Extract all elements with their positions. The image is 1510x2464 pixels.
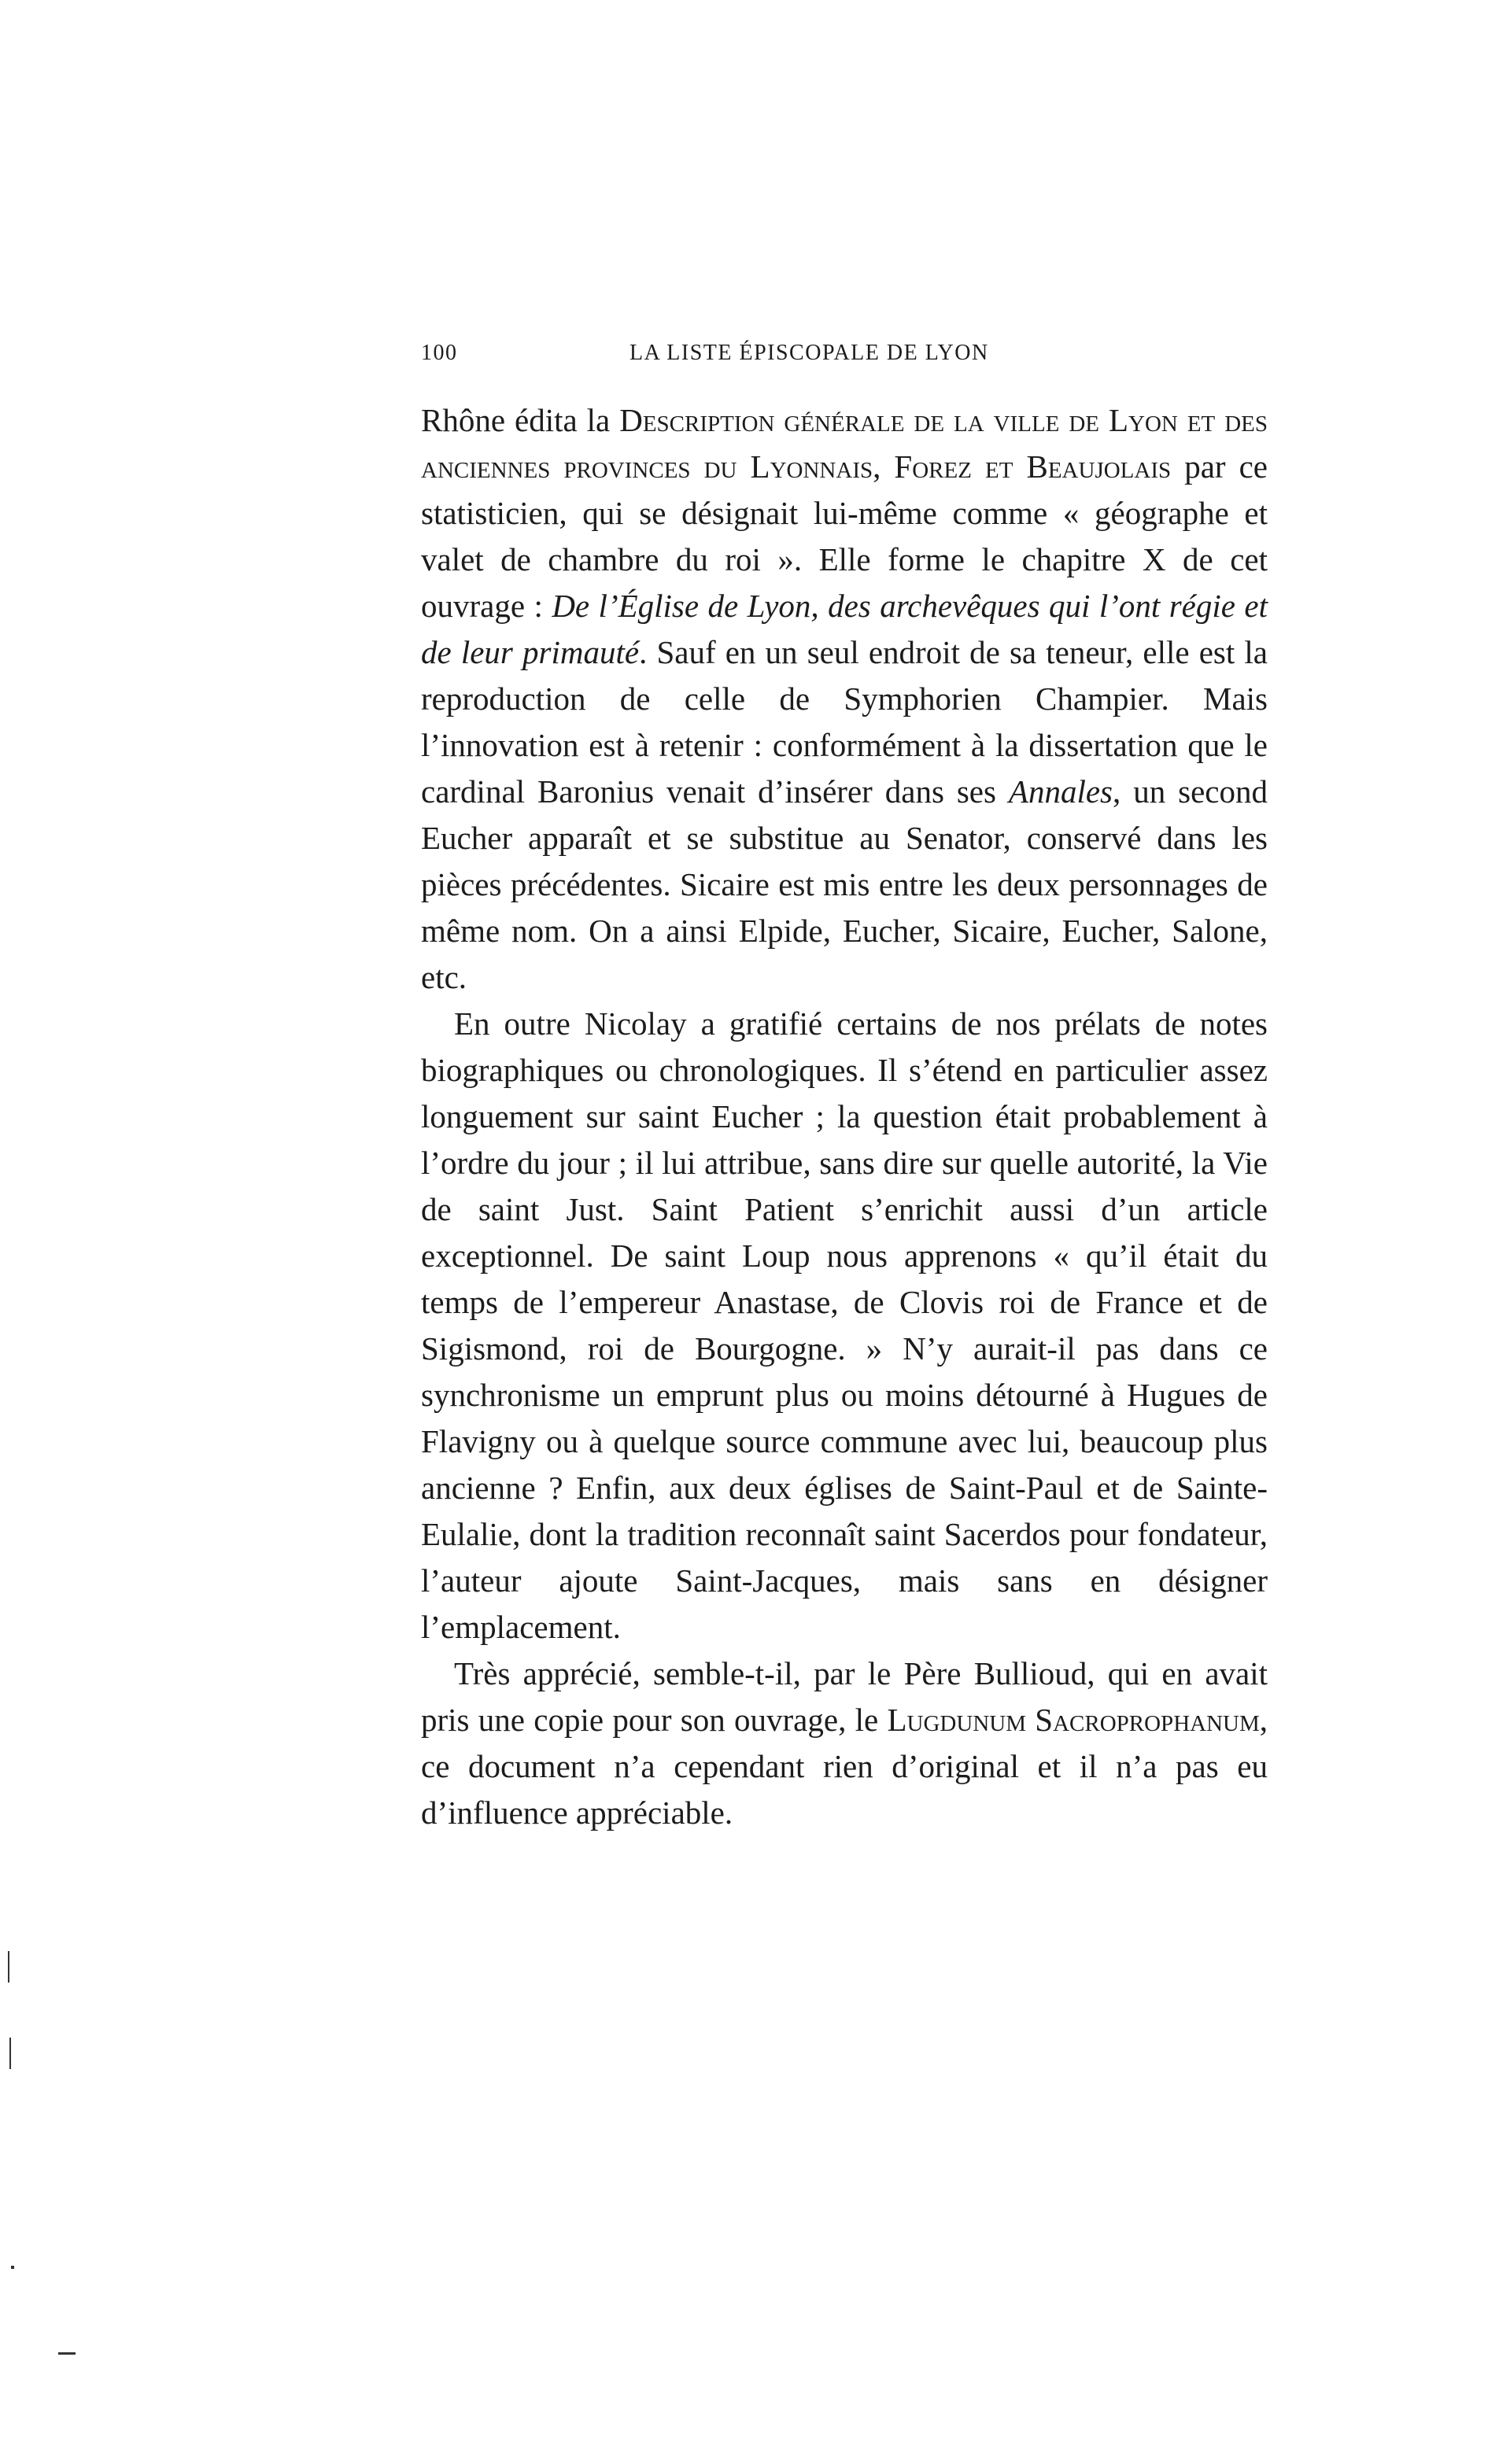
text-run: Très apprécié, semble-t-il, par le Père Bullioud, qui en avait pris une copie pour son ouvrage, le [421,1655,1268,1738]
annales-italic: Annales [1008,773,1113,810]
text-run: Rhône édita la [421,402,620,438]
text-run: par ce statisticien, qui se désignait lui-même comme « géographe et valet de chambre du roi ». Elle forme le chapitre X de cet ouvrage : [421,448,1268,624]
chapter-title-italic: De l’Église de Lyon, des archevêques qui l’ont régie et de leur primauté [421,588,1268,670]
lugdunum-title-smallcaps: Lugdunum Sacroprophanum [887,1702,1260,1738]
running-title: LA LISTE ÉPISCOPALE DE LYON [629,341,989,365]
page-number: 100 [421,341,458,365]
text-run: . Sauf en un seul endroit de sa teneur, elle est la reproduction de celle de Symphorien Champier. Mais l’innovation est à retenir : conformément à la dissertation que le cardinal Baronius venait d’insérer dans ses [421,634,1268,810]
body-text [421,397,1268,1836]
page-header [421,341,1058,375]
scan-mark [8,1951,9,1983]
book-title-smallcaps: Description générale de la ville de Lyon et des anciennes provinces du Lyonnais, Forez et Beaujolais [421,402,1268,485]
scan-mark [9,2038,11,2069]
paragraph-2 [421,1001,1268,1651]
paragraph-1 [421,397,1268,1001]
paragraph-3 [421,1651,1268,1836]
text-run: En outre Nicolay a gratifié certains de nos prélats de notes biographiques ou chronologiques. Il s’étend en particulier assez longuement sur saint Eucher ; la question était probablement à l’ordre du jour ; il lui attribue, sans dire sur quelle autorité, la Vie de saint Just. Saint Patient s’enrichit aussi d’un article exceptionnel. De saint Loup nous apprenons « qu’il était du temps de l’empereur Anastase, de Clovis roi de France et de Sigismond, roi de Bourgogne. » N’y aurait-il pas dans ce synchronisme un emprunt plus ou moins détourné à Hugues de Flavigny ou à quelque source commune avec lui, beaucoup plus ancienne ? Enfin, aux deux églises de Saint-Paul et de Sainte-Eulalie, dont la tradition reconnaît saint Sacerdos pour fondateur, l’auteur ajoute Saint-Jacques, mais sans en désigner l’emplacement. [421,1005,1268,1645]
text-run: , ce document n’a cependant rien d’original et il n’a pas eu d’influence appréciable. [421,1702,1268,1831]
scan-mark [58,2352,76,2355]
text-run: , un second Eucher apparaît et se substitue au Senator, conservé dans les pièces précédentes. Sicaire est mis entre les deux personnages de même nom. On a ainsi Elpide, Eucher, Sicaire, Eucher, Salone, etc. [421,773,1268,995]
scan-mark [11,2266,14,2269]
